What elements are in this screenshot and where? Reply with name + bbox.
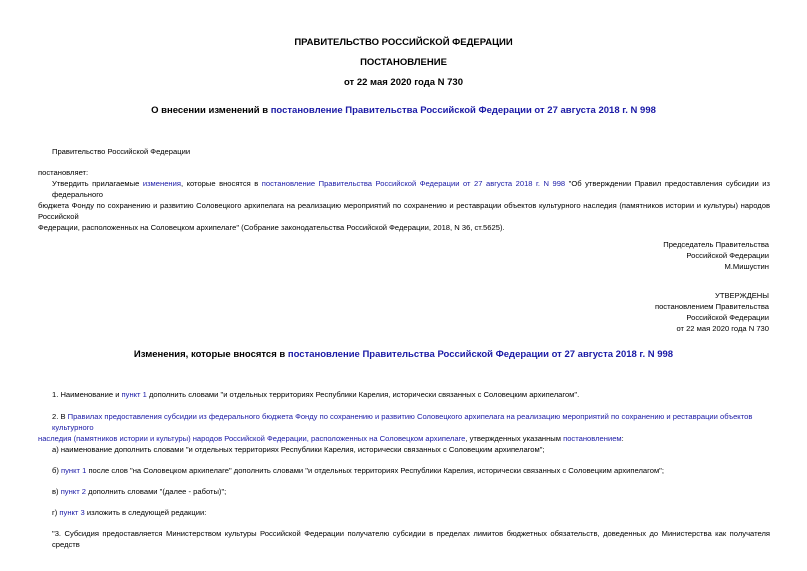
sub-item-b: б) пункт 1 после слов "на Соловецком архипелаге" дополнить словами "и отдельных территориях Республики Карелия, исторически связанных с Соловецким архипелагом";: [52, 466, 664, 475]
sub-item-d: г) пункт 3 изложить в следующей редакции:: [52, 508, 207, 517]
title-prefix: О внесении изменений в: [151, 105, 271, 116]
rules-link[interactable]: Правилах предоставления субсидии из федерального бюджета Фонду по сохранению и развитию Соловецкого архипелага на реализацию мероприятий по сохранению и реставрации объектов культурного: [52, 412, 753, 432]
intro-paragraph: Утвердить прилагаемые изменения, которые вносятся в постановление Правительства Российской Федерации от 27 августа 2018 г. N 998 "Об утверждении Правил предоставления субсидии из федерального бюджета Фонду по сохранению и развитию Соловецкого архипелага на реализацию мероприятий по сохранению и реставрации объектов культурного наследия (памятников истории и культуры) народов Российской Федерации, расположенных на Соловецком архипелаге" (Собрание законодательства Российской Федерации, 2018, N 36, ст.5625).: [38, 179, 770, 232]
document-title: [0, 105, 807, 116]
decides-label: постановляет:: [38, 168, 89, 177]
item-1: 1. Наименование и пункт 1 дополнить словами "и отдельных территориях Республики Карелия, исторически связанных с Соловецким архипелагом".: [52, 390, 580, 399]
changes-title-link[interactable]: постановление Правительства Российской Федерации от 27 августа 2018 г. N 998: [287, 349, 674, 360]
government-label: Правительство Российской Федерации: [52, 147, 191, 156]
document-type: ПОСТАНОВЛЕНИЕ: [360, 57, 447, 68]
item-1-link[interactable]: пункт 1: [121, 390, 147, 399]
resolution-ref-link[interactable]: постановлением: [563, 434, 622, 443]
sub-item-c-link[interactable]: пункт 2: [60, 487, 87, 496]
sub-item-c: в) пункт 2 дополнить словами "(далее - работы)";: [52, 487, 227, 496]
government-heading: ПРАВИТЕЛЬСТВО РОССИЙСКОЙ ФЕДЕРАЦИИ: [294, 37, 513, 48]
title-link[interactable]: постановление Правительства Российской Федерации от 27 августа 2018 г. N 998: [270, 105, 656, 116]
document-date: от 22 мая 2020 года N 730: [343, 77, 464, 88]
item-2: 2. В Правилах предоставления субсидии из федерального бюджета Фонду по сохранению и развитию Соловецкого архипелага на реализацию мероприятий по сохранению и реставрации объектов культурного наследия (памятников истории и культуры) народов Российской Федерации, расположенных на Соловецком архипелаге, утвержденных указанным постановлением:: [38, 412, 753, 443]
resolution-link[interactable]: постановление Правительства Российской Федерации от 27 августа 2018 г. N 998: [261, 179, 566, 188]
sub-item-a: а) наименование дополнить словами "и отдельных территориях Республики Карелия, исторически связанных с Соловецким архипелагом";: [52, 445, 545, 454]
quote-paragraph: "3. Субсидия предоставляется Министерством культуры Российской Федерации получателю субсидии в пределах лимитов бюджетных обязательств, доведенных до Министерства как получателя средств: [52, 529, 770, 549]
changes-link[interactable]: изменения: [142, 179, 181, 188]
sub-item-b-link[interactable]: пункт 1: [61, 466, 87, 475]
rules-link-cont[interactable]: наследия (памятников истории и культуры) народов Российской Федерации, расположенных на Соловецком архипелаге: [38, 434, 466, 443]
changes-title: Изменения, которые вносятся в постановление Правительства Российской Федерации от 27 августа 2018 г. N 998: [133, 349, 674, 360]
sub-item-d-link[interactable]: пункт 3: [59, 508, 85, 517]
